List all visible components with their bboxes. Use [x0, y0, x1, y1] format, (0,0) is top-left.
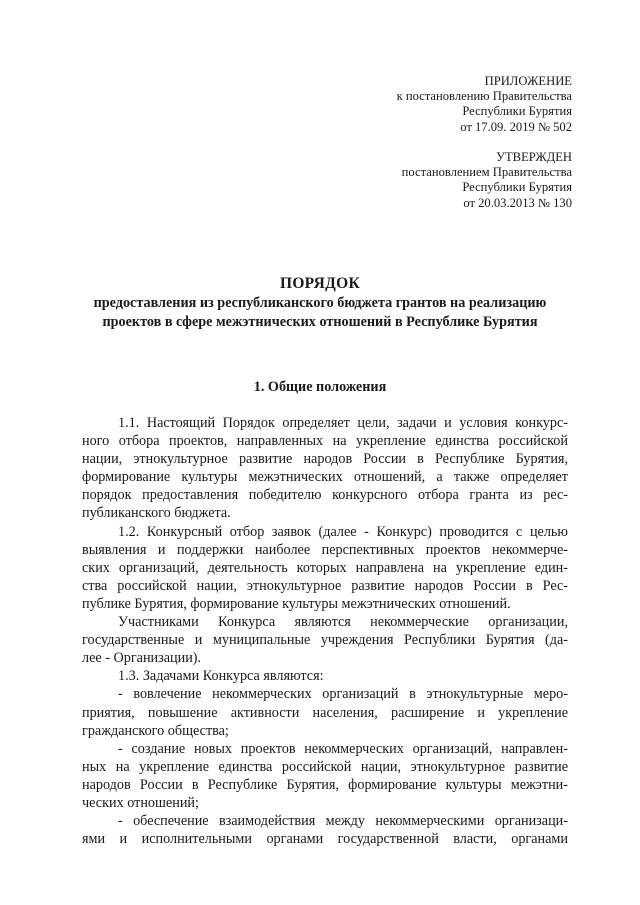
- text-line: ческих отношений;: [82, 794, 199, 811]
- approved-header: [402, 150, 572, 211]
- section-heading: 1. Общие положения: [253, 379, 387, 395]
- approved-resolution: постановлением Правительства: [401, 165, 572, 180]
- text-line: государственные и муниципальные учреждения Республики Бурятия (да-: [82, 632, 568, 649]
- document-subtitle-line: проектов в сфере межэтнических отношений в Республике Бурятия: [102, 313, 538, 330]
- text-line: 1.1. Настоящий Порядок определяет цели, задачи и условия конкурс-: [118, 415, 568, 431]
- text-line: гражданского общества;: [82, 722, 229, 739]
- text-line: 1.2. Конкурсный отбор заявок (далее - Конкурс) проводится с целью: [118, 523, 568, 540]
- approved-date-number: от 20.03.2013 № 130: [463, 195, 572, 210]
- appendix-resolution: к постановлению Правительства: [396, 89, 572, 104]
- document-subtitle: [72, 294, 568, 331]
- text-line: ями и исполнительными органами государственной власти, органами: [82, 831, 568, 848]
- text-line: ства российской нации, этнокультурное развитие народов России в Рес-: [82, 577, 568, 594]
- text-line: 1.3. Задачами Конкурса являются:: [118, 668, 324, 685]
- text-line: Участниками Конкурса являются некоммерческие организации,: [118, 614, 568, 631]
- appendix-republic: Республики Бурятия: [462, 104, 572, 119]
- appendix-header: [397, 74, 572, 135]
- document-title-block: [72, 274, 568, 331]
- text-line: лее - Организации).: [82, 650, 202, 667]
- text-line: народов России в Республике Бурятия, формирование культуры межэтни-: [82, 776, 568, 793]
- text-line: - создание новых проектов некоммерческих организаций, направлен-: [118, 740, 568, 757]
- text-line: ных на укрепление единства российской нации, этнокультурное развитие: [82, 758, 568, 775]
- appendix-date-number: от 17.09. 2019 № 502: [460, 119, 572, 134]
- approved-republic: Республики Бурятия: [462, 180, 572, 195]
- text-line: публиканского бюджета.: [82, 505, 231, 522]
- text-line: порядок предоставления победителю конкурсного отбора гранта из рес-: [82, 487, 568, 504]
- document-title: ПОРЯДОК: [279, 275, 361, 292]
- text-line: нации, этнокультурное развитие народов России в Республике Бурятия,: [82, 451, 568, 468]
- text-line: ного отбора проектов, направленных на укрепление единства российской: [82, 433, 568, 450]
- section-body: [82, 414, 568, 848]
- appendix-label: ПРИЛОЖЕНИЕ: [484, 74, 572, 88]
- document-subtitle-line: предоставления из республиканского бюджета грантов на реализацию: [93, 295, 547, 311]
- text-line: приятия, повышение активности населения, расширение и укрепление: [82, 704, 568, 721]
- text-line: - обеспечение взаимодействия между некоммерческими организаци-: [118, 813, 568, 830]
- text-line: формирование культуры межэтнических отношений, а также определяет: [82, 469, 568, 486]
- text-line: выявления и поддержки наиболее перспективных проектов некоммерче-: [82, 541, 568, 558]
- text-line: публике Бурятия, формирование культуры межэтнических отношений.: [82, 595, 511, 612]
- approved-label: УТВЕРЖДЕН: [496, 150, 572, 164]
- text-line: ских организаций, деятельность которых направлена на укрепление един-: [82, 559, 568, 576]
- text-line: - вовлечение некоммерческих организаций в этнокультурные меро-: [118, 686, 568, 703]
